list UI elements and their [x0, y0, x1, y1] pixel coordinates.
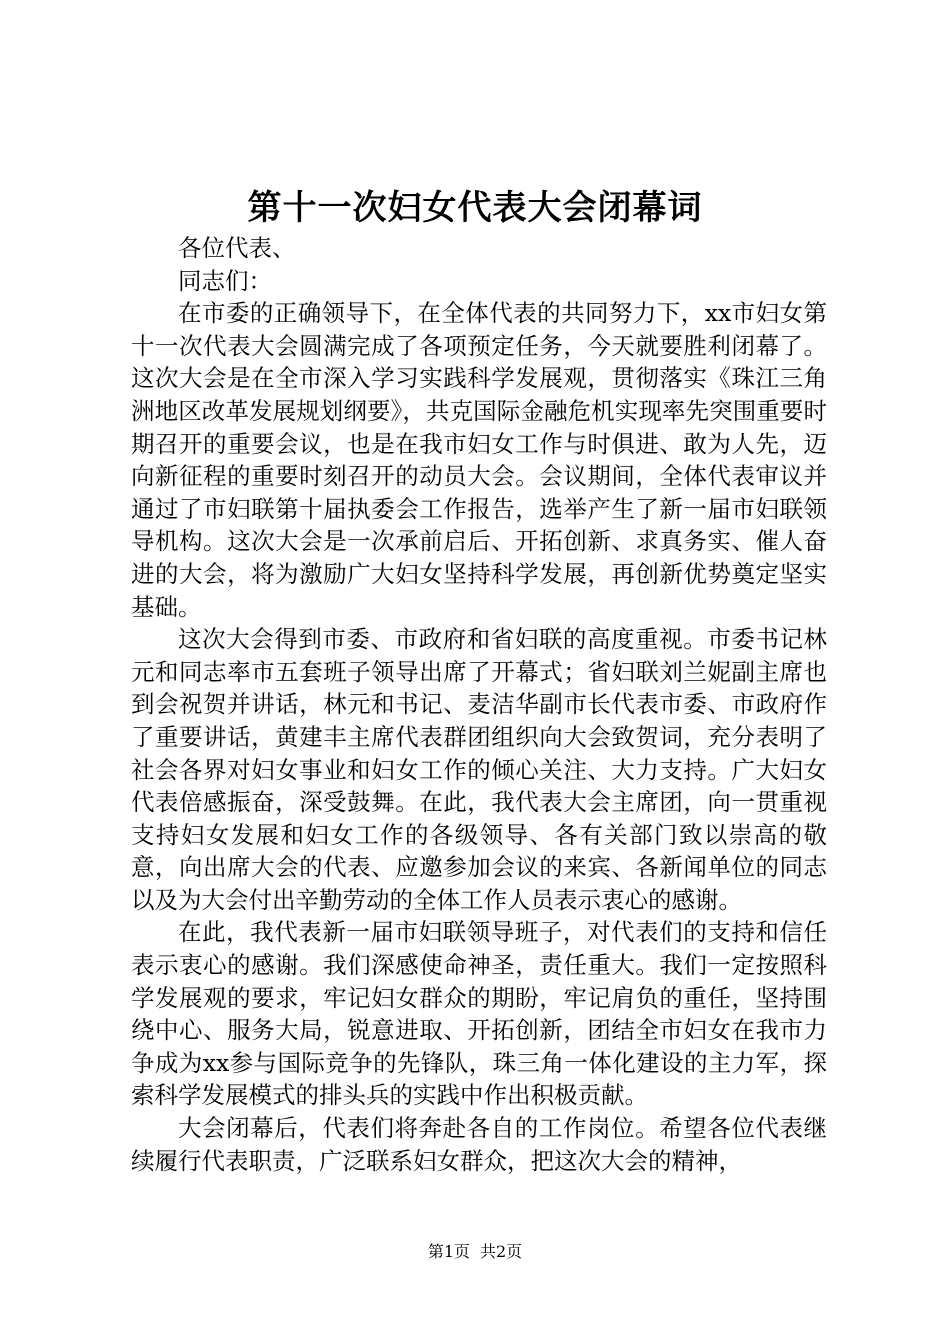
page-number: 第1页 [427, 1242, 470, 1261]
body-paragraph: 大会闭幕后，代表们将奔赴各自的工作岗位。希望各位代表继续履行代表职责，广泛联系妇女群众，把这次大会的精神， [131, 1114, 827, 1175]
body-paragraph: 在此，我代表新一届市妇联领导班子，对代表们的支持和信任表示衷心的感谢。我们深感使命神圣，责任重大。我们一定按照科学发展观的要求，牢记妇女群众的期盼，牢记肩负的重任，坚持围绕中心、服务大局，锐意进取、开拓创新，团结全市妇女在我市力争成为xx参与国际竞争的先锋队，珠三角一体化建设的主力军，探索科学发展模式的排头兵的实践中作出积极贡献。 [131, 918, 827, 1110]
salutation-line: 同志们： [178, 266, 272, 295]
body-paragraph: 这次大会得到市委、市政府和省妇联的高度重视。市委书记林元和同志率市五套班子领导出席了开幕式；省妇联刘兰妮副主席也到会祝贺并讲话，林元和书记、麦洁华副市长代表市委、市政府作了重要讲话，黄建丰主席代表群团组织向大会致贺词，充分表明了社会各界对妇女事业和妇女工作的倾心关注、大力支持。广大妇女代表倍感振奋，深受鼓舞。在此，我代表大会主席团，向一贯重视支持妇女发展和妇女工作的各级领导、各有关部门致以崇高的敬意，向出席大会的代表、应邀参加会议的来宾、各新闻单位的同志以及为大会付出辛勤劳动的全体工作人员表示衷心的感谢。 [131, 625, 827, 914]
document-title: 第十一次妇女代表大会闭幕词 [247, 188, 703, 228]
document-body [131, 232, 827, 1177]
page-count: 共2页 [480, 1242, 523, 1261]
page-footer [0, 1240, 950, 1264]
body-paragraph: 在市委的正确领导下，在全体代表的共同努力下，xx市妇女第十一次代表大会圆满完成了各项预定任务，今天就要胜利闭幕了。这次大会是在全市深入学习实践科学发展观，贯彻落实《珠江三角洲地区改革发展规划纲要》，共克国际金融危机实现率先突围重要时期召开的重要会议，也是在我市妇女工作与时俱进、敢为人先，迈向新征程的重要时刻召开的动员大会。会议期间，全体代表审议并通过了市妇联第十届执委会工作报告，选举产生了新一届市妇联领导机构。这次大会是一次承前启后、开拓创新、求真务实、催人奋进的大会，将为激励广大妇女坚持科学发展，再创新优势奠定坚实基础。 [131, 299, 827, 621]
salutation-line: 各位代表、 [178, 234, 296, 262]
